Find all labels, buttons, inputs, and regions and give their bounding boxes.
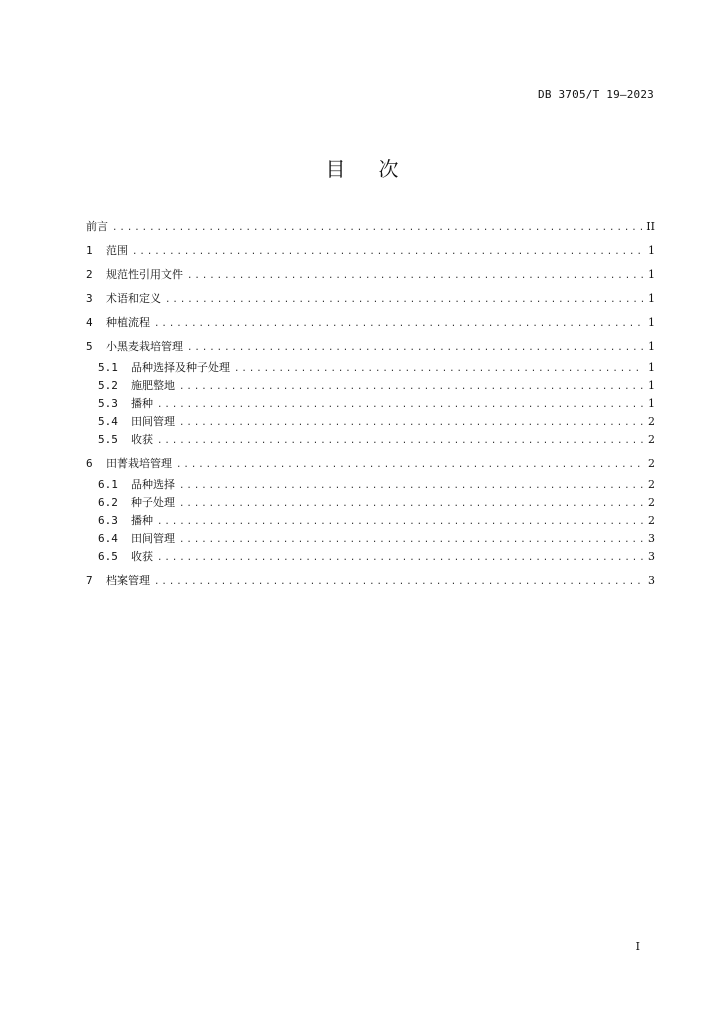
toc-leader-dots — [154, 574, 643, 590]
toc-entry[interactable] — [86, 291, 655, 307]
toc-entry-page: 2 — [648, 478, 655, 491]
toc-entry-label: 前言 — [86, 220, 108, 233]
toc-leader-dots — [179, 478, 643, 494]
toc-entry[interactable] — [98, 414, 655, 430]
toc-entry-label: 施肥整地 — [131, 379, 175, 392]
toc-entry-number: 6.5 — [98, 550, 118, 563]
toc-leader-dots — [112, 220, 642, 236]
toc-entry-page: 3 — [648, 574, 655, 587]
toc-entry-label: 田间管理 — [131, 532, 175, 545]
toc-leader-dots — [157, 550, 643, 566]
toc-entry[interactable] — [98, 531, 655, 547]
toc-entry-label: 术语和定义 — [106, 292, 161, 305]
toc-leader-dots — [176, 457, 643, 473]
toc-leader-dots — [165, 292, 643, 308]
toc-leader-dots — [154, 316, 643, 332]
toc-leader-dots — [234, 361, 643, 377]
toc-entry[interactable] — [86, 267, 655, 283]
page-number: I — [635, 940, 640, 953]
toc-entry-label: 收获 — [131, 550, 153, 563]
toc-entry-label: 田间管理 — [131, 415, 175, 428]
document-code: DB 3705/T 19—2023 — [538, 88, 654, 101]
toc-entry-number: 5.3 — [98, 397, 118, 410]
toc-entry-page: 2 — [648, 514, 655, 527]
toc-entry-number: 6 — [86, 457, 93, 470]
toc-entry-label: 档案管理 — [106, 574, 150, 587]
toc-entry[interactable] — [86, 315, 655, 331]
toc-entry-number: 5.1 — [98, 361, 118, 374]
toc-entry-label: 种子处理 — [131, 496, 175, 509]
toc-title-part1: 目 — [325, 157, 346, 181]
toc-leader-dots — [179, 496, 643, 512]
toc-entry-number: 6.3 — [98, 514, 118, 527]
toc-entry-page: 1 — [648, 340, 655, 353]
toc-entry-label: 播种 — [131, 397, 153, 410]
toc-entry-number: 6.2 — [98, 496, 118, 509]
toc-entry-label: 种植流程 — [106, 316, 150, 329]
toc-entry-number: 1 — [86, 244, 93, 257]
toc-leader-dots — [157, 433, 643, 449]
toc-entry-label: 品种选择及种子处理 — [131, 361, 230, 374]
toc-entry[interactable] — [86, 339, 655, 355]
toc-entry-number: 2 — [86, 268, 93, 281]
toc-entry[interactable] — [86, 573, 655, 589]
toc-entry-number: 6.4 — [98, 532, 118, 545]
toc-entry-number: 3 — [86, 292, 93, 305]
toc-entry-page: 1 — [648, 397, 655, 410]
toc-entry-page: 2 — [648, 415, 655, 428]
toc-entry[interactable] — [86, 219, 655, 235]
toc-entry[interactable] — [98, 549, 655, 565]
toc-entry-number: 5 — [86, 340, 93, 353]
toc-entry-page: 3 — [648, 550, 655, 563]
toc-entry-page: 2 — [648, 433, 655, 446]
toc-entry-page: 1 — [648, 244, 655, 257]
toc-entry[interactable] — [98, 378, 655, 394]
toc-leader-dots — [187, 268, 643, 284]
toc-leader-dots — [187, 340, 643, 356]
toc-leader-dots — [132, 244, 643, 260]
toc-entry-page: 1 — [648, 379, 655, 392]
toc-entry[interactable] — [98, 513, 655, 529]
toc-entry-label: 播种 — [131, 514, 153, 527]
toc-entry-number: 4 — [86, 316, 93, 329]
toc-entry-page: 2 — [648, 457, 655, 470]
toc-entry-label: 小黑麦栽培管理 — [106, 340, 183, 353]
toc-entry-page: 2 — [648, 496, 655, 509]
toc-entry-label: 规范性引用文件 — [106, 268, 183, 281]
toc-entry-page: 3 — [648, 532, 655, 545]
toc-leader-dots — [179, 532, 643, 548]
toc-entry[interactable] — [86, 243, 655, 259]
toc-entry-page: 1 — [648, 292, 655, 305]
toc-title — [0, 153, 724, 182]
toc-title-part2: 次 — [378, 157, 399, 181]
toc-entry-label: 田菁栽培管理 — [106, 457, 172, 470]
toc-entry-number: 5.4 — [98, 415, 118, 428]
toc-entry-number: 5.2 — [98, 379, 118, 392]
toc-leader-dots — [179, 379, 643, 395]
toc-entry-page: 1 — [648, 268, 655, 281]
toc-leader-dots — [157, 514, 643, 530]
toc-entry-page: II — [646, 220, 655, 233]
toc-entry-label: 范围 — [106, 244, 128, 257]
toc-entry-label: 品种选择 — [131, 478, 175, 491]
toc-entry[interactable] — [98, 477, 655, 493]
toc-entry-page: 1 — [648, 361, 655, 374]
toc-entry[interactable] — [86, 456, 655, 472]
toc-leader-dots — [157, 397, 643, 413]
toc-entry-number: 6.1 — [98, 478, 118, 491]
toc-entry-number: 7 — [86, 574, 93, 587]
toc-entry[interactable] — [98, 432, 655, 448]
toc-entry-page: 1 — [648, 316, 655, 329]
toc-entry[interactable] — [98, 396, 655, 412]
toc-entry[interactable] — [98, 495, 655, 511]
toc-entry[interactable] — [98, 360, 655, 376]
toc-leader-dots — [179, 415, 643, 431]
toc-entry-number: 5.5 — [98, 433, 118, 446]
toc-entry-label: 收获 — [131, 433, 153, 446]
